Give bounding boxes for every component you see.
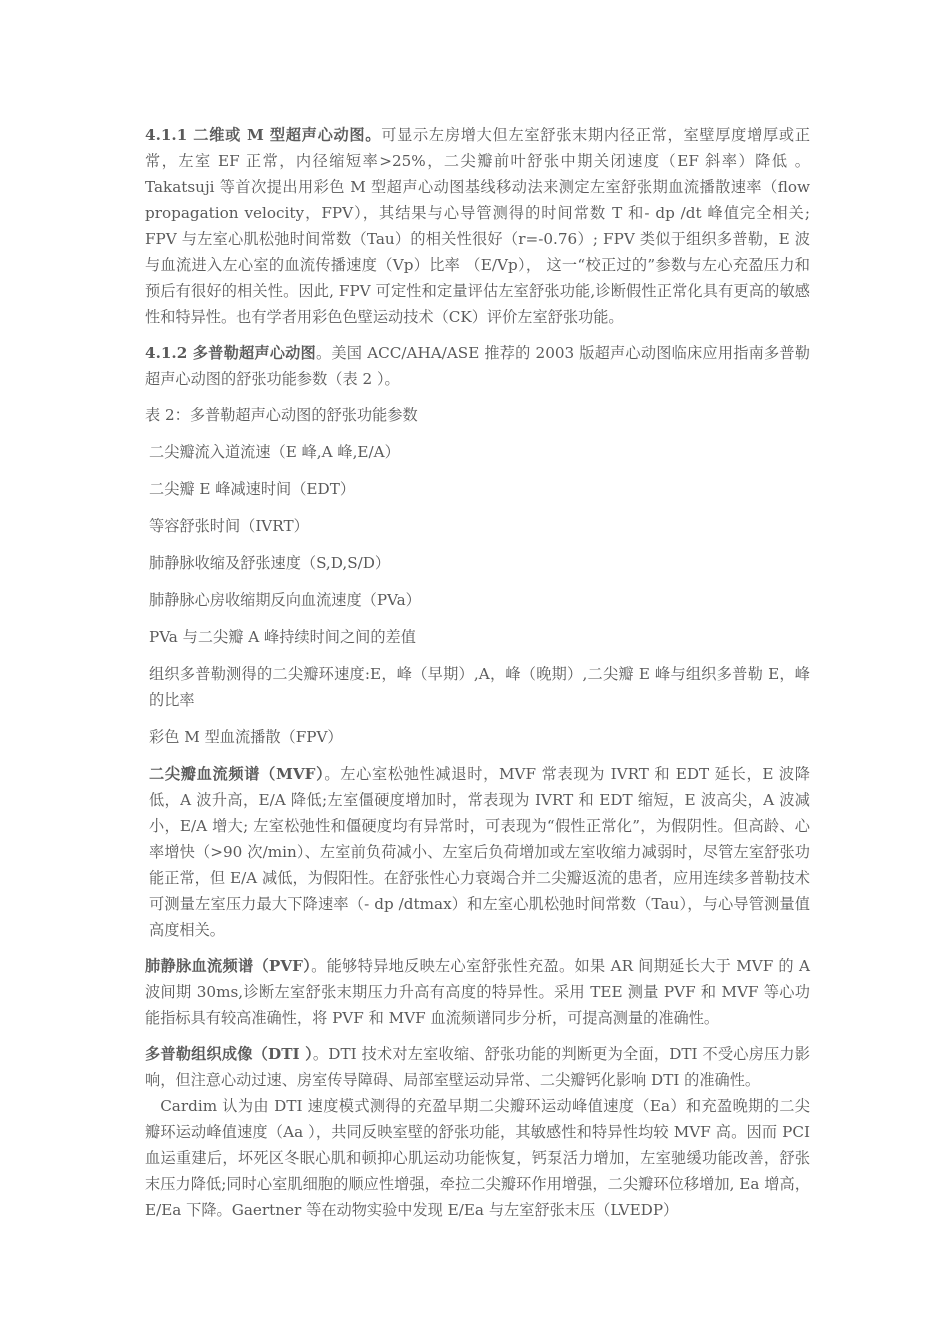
section-4-1-2 [145,340,810,392]
list-item: 二尖瓣 E 峰减速时间（EDT） [149,480,356,498]
list-item: 等容舒张时间（IVRT） [149,517,309,535]
list-item: PVa 与二尖瓣 A 峰持续时间之间的差值 [149,628,416,646]
list-item: 肺静脉心房收缩期反向血流速度（PVa） [149,591,421,609]
list-item: 二尖瓣流入道流速（E 峰,A 峰,E/A） [149,443,400,461]
section-heading: 肺静脉血流频谱（PVF） [145,957,312,975]
section-dti [145,1041,810,1093]
list-item: 组织多普勒测得的二尖瓣环速度:E，峰（早期）,A，峰（晚期）,二尖瓣 E 峰与组织多普勒 E，峰的比率 [149,665,810,709]
table-caption: 表 2：多普勒超声心动图的舒张功能参数 [145,406,418,424]
section-body: 。左心室松弛性减退时，MVF 常表现为 IVRT 和 EDT 延长，E 波降低，A 波升高，E/A 降低;左室僵硬度增加时，常表现为 IVRT 和 EDT 缩短，E 波高尖，A 波减小，E/A 增大; 左室松弛性和僵硬度均有异常时，可表现为“假性正常化”，为假阴性。但高龄、心率增快（>90 次/min）、左室前负荷减小、左室后负荷增加或左室收缩力减弱时，尽管左室舒张功能正常，但 E/A 减低，为假阳性。在舒张性心力衰竭合并二尖瓣返流的患者，应用连续多普勒技术可测量左室压力最大下降速率（- dp /dtmax）和左室心肌松弛时间常数（Tau），与心导管测量值高度相关。 [149,765,810,939]
paragraph-cardim: Cardim 认为由 DTI 速度模式测得的充盈早期二尖瓣环运动峰值速度（Ea）和充盈晚期的二尖瓣环运动峰值速度（Aa ），共同反映室壁的舒张功能，其敏感性和特异性均较 MVF 高。因而 PCI 血运重建后，坏死区冬眠心肌和顿抑心肌运动功能恢复，钙泵活力增加，左室驰缓功能改善，舒张末压力降低;同时心室肌细胞的顺应性增强，牵拉二尖瓣环作用增强，二尖瓣环位移增加, Ea 增高，E/Ea 下降。Gaertner 等在动物实验中发现 E/Ea 与左室舒张末压（LVEDP） [145,1097,810,1219]
section-body: 可显示左房增大但左室舒张末期内径正常，室壁厚度增厚或正常，左室 EF 正常，内径缩短率>25%，二尖瓣前叶舒张中期关闭速度（EF 斜率）降低 。Takatsuji 等首次提出用彩色 M 型超声心动图基线移动法来测定左室舒张期血流播散速率（flow propagation velocity，FPV），其结果与心导管测得的时间常数 T 和- dp /dt 峰值完全相关; FPV 与左室心肌松弛时间常数（Tau）的相关性很好（r=-0.76）; FPV 类似于组织多普勒，E 波与血流进入左心室的血流传播速度（Vp）比率 （E/Vp）， 这一“校正过的”参数与左心充盈压力和预后有很好的相关性。因此, FPV 可定性和定量评估左室舒张功能,诊断假性正常化具有更高的敏感性和特异性。也有学者用彩色色壁运动技术（CK）评价左室舒张功能。 [145,126,811,326]
section-heading: 4.1.1 二维或 M 型超声心动图。 [145,126,382,144]
section-mvf [145,761,810,943]
section-heading: 多普勒组织成像（DTI ） [145,1045,313,1063]
document-page [145,122,810,1233]
section-pvf [145,953,810,1031]
section-heading: 4.1.2 多普勒超声心动图 [145,344,316,362]
list-item: 彩色 M 型血流播散（FPV） [149,728,343,746]
section-body: 。美国 ACC/AHA/ASE 推荐的 2003 版超声心动图临床应用指南多普勒超声心动图的舒张功能参数（表 2 ）。 [145,344,810,388]
section-heading: 二尖瓣血流频谱（MVF） [149,765,325,783]
list-item: 肺静脉收缩及舒张速度（S,D,S/D） [149,554,391,572]
section-body: 。DTI 技术对左室收缩、舒张功能的判断更为全面，DTI 不受心房压力影响，但注意心动过速、房室传导障碍、局部室壁运动异常、二尖瓣钙化影响 DTI 的准确性。 [145,1045,810,1089]
section-4-1-1 [145,122,810,330]
section-body: 。能够特异地反映左心室舒张性充盈。如果 AR 间期延长大于 MVF 的 A 波间期 30ms,诊断左室舒张末期压力升高有高度的特异性。采用 TEE 测量 PVF 和 MVF 等心功能指标具有较高准确性，将 PVF 和 MVF 血流频谱同步分析，可提高测量的准确性。 [145,957,810,1027]
